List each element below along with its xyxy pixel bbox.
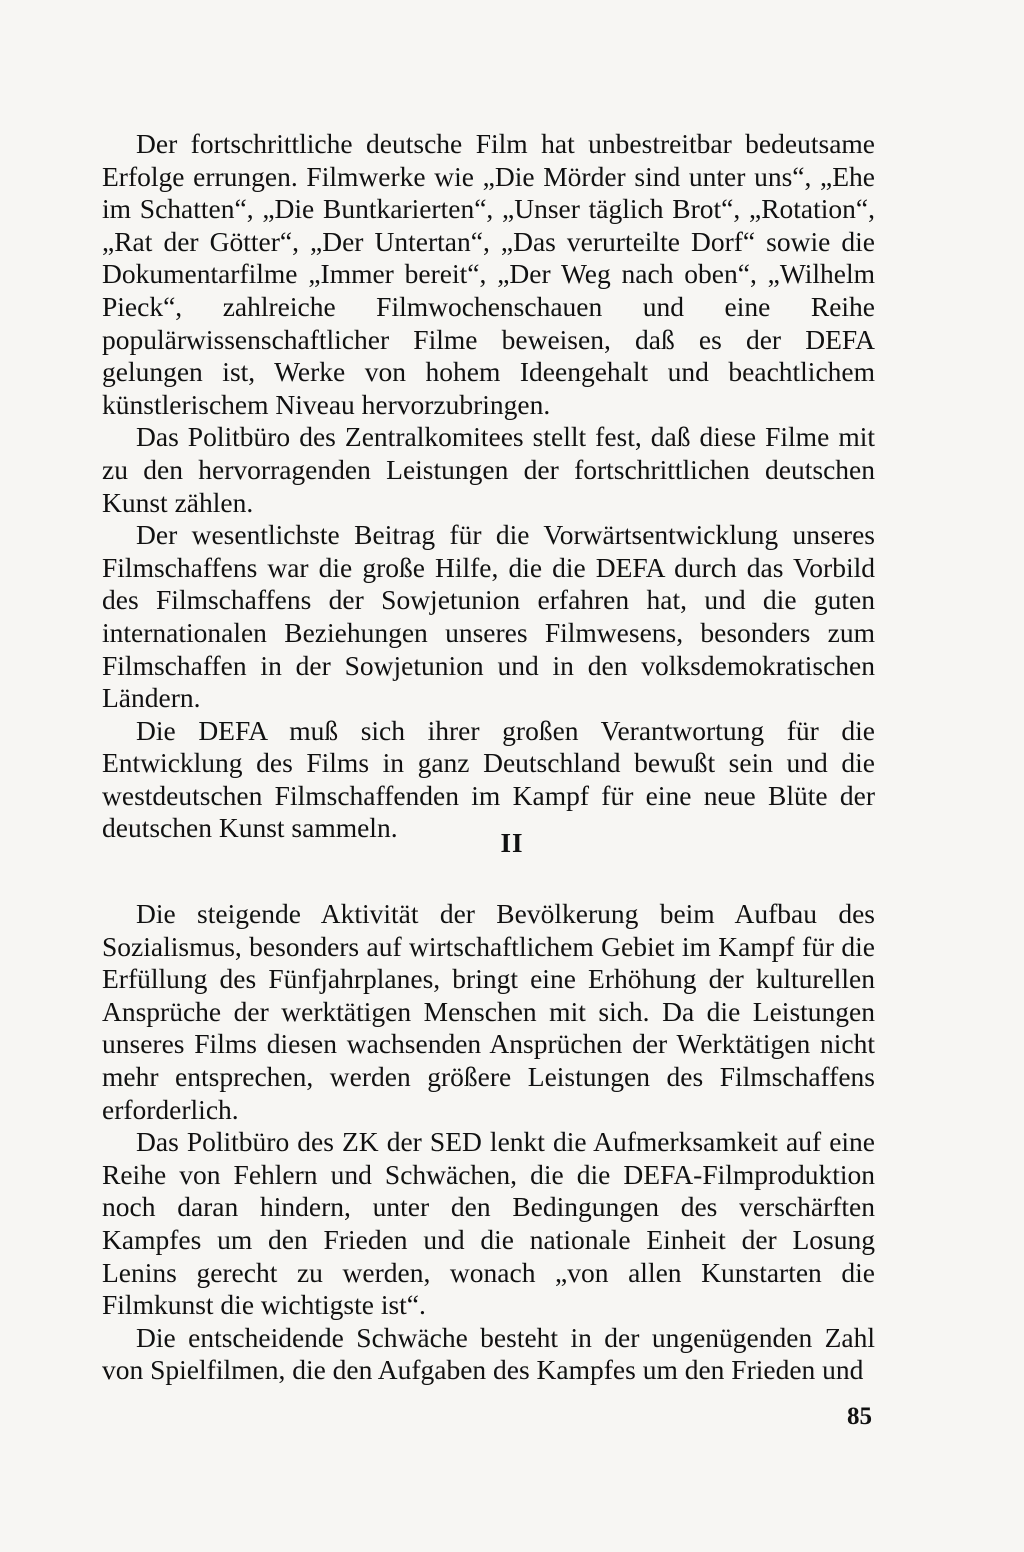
page-number: 85 [847,1403,872,1430]
paragraph: Der wesentlichste Beitrag für die Vorwärtsentwicklung unseres Filmschaffens war die große Hilfe, die die DEFA durch das Vorbild des Filmschaffens der Sowjetunion erfahren hat, und die guten internationalen Beziehungen unseres Filmwesens, besonders zum Filmschaffen in der Sowjetunion und in den volksdemokratischen Ländern. [102,519,875,714]
paragraph: Die entscheidende Schwäche besteht in der ungenügenden Zahl von Spielfilmen, die den Aufgaben des Kampfes um den Frieden und [102,1321,875,1386]
body-text-after-heading [102,898,875,1387]
paragraph: Das Politbüro des Zentralkomitees stellt fest, daß diese Filme mit zu den hervorragenden Leistungen der fortschrittlichen deutschen Kunst zählen. [102,421,875,518]
paragraph: Der fortschrittliche deutsche Film hat unbestreitbar bedeutsame Erfolge errungen. Filmwerke wie „Die Mörder sind unter uns“, „Ehe im Schatten“, „Die Buntkarierten“, „Unser täglich Brot“, „Rotation“, „Rat der Götter“, „Der Untertan“, „Das verurteilte Dorf“ sowie die Dokumentarfilme „Immer bereit“, „Der Weg nach oben“, „Wilhelm Pieck“, zahlreiche Filmwochenschauen und eine Reihe populärwissenschaftlicher Filme beweisen, daß es der DEFA gelungen ist, Werke von hohem Ideengehalt und beachtlichem künstlerischem Niveau hervorzubringen. [102,128,875,420]
paragraph: Die steigende Aktivität der Bevölkerung beim Aufbau des Sozialismus, besonders auf wirtschaftlichem Gebiet im Kampf für die Erfüllung des Fünfjahrplanes, bringt eine Erhöhung der kulturellen Ansprüche der werktätigen Menschen mit sich. Da die Leistungen unseres Films diesen wachsenden Ansprüchen der Werktätigen nicht mehr entsprechen, werden größere Leistungen des Filmschaffens erforderlich. [102,898,875,1125]
section-heading: II [500,828,524,858]
paragraph: Das Politbüro des ZK der SED lenkt die Aufmerksamkeit auf eine Reihe von Fehlern und Schwächen, die die DEFA-Filmproduktion noch daran hindern, unter den Bedingungen des verschärften Kampfes um den Frieden und die nationale Einheit der Losung Lenins gerecht zu werden, wonach „von allen Kunstarten die Filmkunst die wichtigste ist“. [102,1126,875,1321]
paragraph: Die DEFA muß sich ihrer großen Verantwortung für die Entwicklung des Films in ganz Deutschland bewußt sein und die westdeutschen Filmschaffenden im Kampf für eine neue Blüte der deutschen Kunst sammeln. [102,714,875,844]
body-text-before-heading [102,128,875,845]
